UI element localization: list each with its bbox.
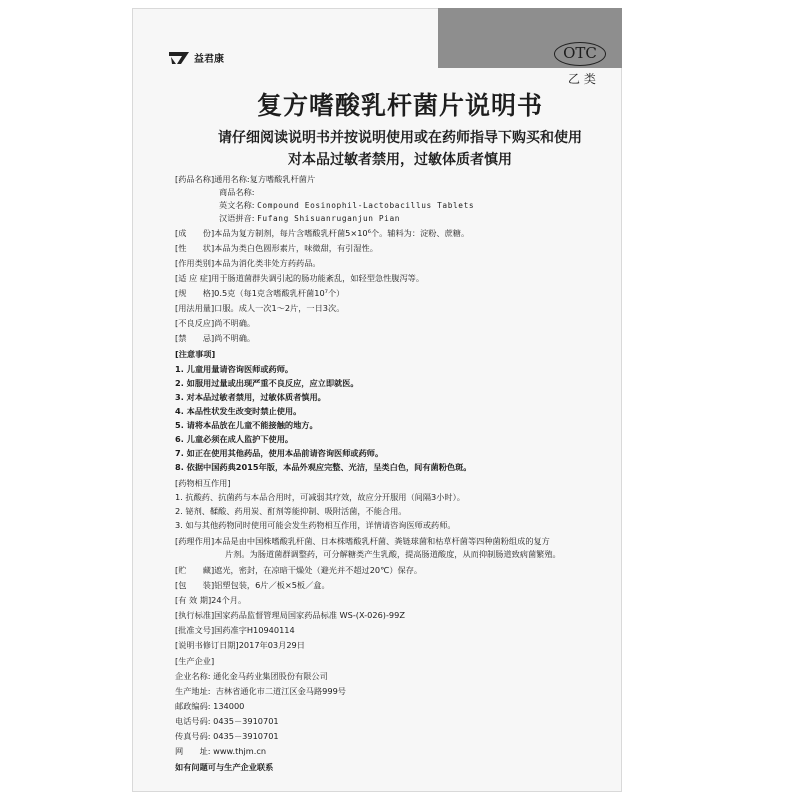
interaction-item: 3. 如与其他药物同时使用可能会发生药物相互作用，详情请咨询医师或药师。: [175, 520, 456, 530]
spec-row: [175, 288, 344, 299]
manufacturer-heading: [生产企业]: [175, 656, 215, 666]
brand-logo: [168, 50, 224, 65]
section-text: 口服。成人一次1～2片，一日3次。: [214, 303, 345, 313]
section-label: [说明书修订日期]: [175, 640, 239, 650]
section-label: [贮 藏]: [175, 565, 215, 575]
section-text: 24个月。: [211, 595, 247, 605]
appearance-row: [175, 243, 378, 254]
section-label: [药理作用]: [175, 536, 215, 546]
notice-item: 5. 请将本品放在儿童不能接触的地方。: [175, 420, 318, 430]
section-text: 2017年03月29日: [238, 640, 305, 650]
field-label: 邮政编码:: [175, 701, 211, 711]
pharmacology-row: [175, 536, 550, 547]
interactions-heading: [药物相互作用]: [175, 478, 231, 488]
section-text: 尚不明确。: [214, 318, 256, 328]
section-text: 本品为类白色圆形素片，味微甜，有引湿性。: [214, 243, 378, 253]
postcode-row: [175, 701, 244, 712]
field-label: 通用名称:: [214, 174, 250, 184]
address-row: [175, 686, 346, 697]
adverse-row: [175, 318, 255, 329]
field-value: 通化金马药业集团股份有限公司: [213, 671, 328, 681]
field-value: 134000: [213, 701, 245, 711]
section-text: 本品是由中国株嗜酸乳杆菌、日本株嗜酸乳杆菌、粪链球菌和枯草杆菌等四种菌粉组成的复方: [214, 536, 550, 546]
field-label: 电话号码:: [175, 716, 211, 726]
trade-name-row: [219, 187, 255, 198]
pharmacology-line-2: 片剂。为肠道菌群调整药，可分解糖类产生乳酸，提高肠道酸度，从而抑制肠道致病菌繁殖。: [225, 549, 561, 559]
section-label: [性 状]: [175, 243, 215, 253]
section-label: [批准文号]: [175, 625, 215, 635]
section-label: [包 装]: [175, 580, 215, 590]
warning-line-2: 对本品过敏者禁用，过敏体质者慎用: [288, 152, 512, 168]
pinyin-row: [219, 213, 400, 224]
package-row: [175, 580, 330, 591]
brand-name: 益君康: [194, 54, 224, 65]
contra-row: [175, 333, 255, 344]
section-label: [作用类别]: [175, 258, 215, 268]
notice-item: 3. 对本品过敏者禁用，过敏体质者慎用。: [175, 392, 326, 402]
indication-row: [175, 273, 424, 284]
drug-name-row: [175, 174, 315, 185]
notice-item: 2. 如服用过量或出现严重不良反应，应立即就医。: [175, 378, 359, 388]
otc-class-label: 乙 类: [568, 72, 596, 86]
section-text: 铝塑包装，6片／板×5板／盒。: [214, 580, 330, 590]
field-label: 生产地址:: [175, 686, 211, 696]
interaction-item: 2. 铋剂、鞣酸、药用炭、酊剂等能抑制、吸附活菌，不能合用。: [175, 506, 407, 516]
revision-row: [175, 640, 305, 651]
warning-line-1: 请仔细阅读说明书并按说明使用或在药师指导下购买和使用: [218, 130, 582, 146]
otc-badge: OTC: [554, 42, 606, 66]
notice-item: 4. 本品性状发生改变时禁止使用。: [175, 406, 302, 416]
section-text: 本品为消化类非处方药药品。: [214, 258, 321, 268]
section-text: 国家药品监督管理局国家药品标准 WS-(X-026)-99Z: [214, 610, 405, 620]
brand-mark-icon: [168, 51, 190, 65]
section-label: [执行标准]: [175, 610, 215, 620]
usage-row: [175, 303, 344, 314]
standard-row: [175, 610, 405, 621]
field-value: Compound Eosinophil-Lactobacillus Tablets: [257, 201, 475, 210]
field-value: 0435－3910701: [213, 716, 279, 726]
field-label: 网 址:: [175, 746, 211, 756]
section-label: [不良反应]: [175, 318, 215, 328]
storage-row: [175, 565, 422, 576]
website-row: [175, 746, 266, 757]
notice-item: 8. 依据中国药典2015年版，本品外观应完整、光洁，呈类白色，间有菌粉色斑。: [175, 462, 472, 472]
field-value: www.thjm.cn: [213, 746, 267, 756]
section-label: [有 效 期]: [175, 595, 212, 605]
leaflet-title: 复方嗜酸乳杆菌片说明书: [256, 91, 543, 120]
fax-row: [175, 731, 279, 742]
section-text: 用于肠道菌群失调引起的肠功能紊乱，如轻型急性腹泻等。: [211, 273, 425, 283]
section-text: 本品为复方制剂，每片含嗜酸乳杆菌5×10⁶个。辅料为：淀粉、蔗糖。: [214, 228, 470, 238]
field-label: 传真号码:: [175, 731, 211, 741]
category-row: [175, 258, 321, 269]
footer-note: 如有问题可与生产企业联系: [175, 762, 274, 772]
company-row: [175, 671, 328, 682]
field-label: 企业名称:: [175, 671, 211, 681]
composition-row: [175, 228, 469, 239]
notice-heading: [注意事项]: [175, 349, 216, 359]
approval-row: [175, 625, 295, 636]
field-label: 英文名称:: [219, 200, 255, 210]
validity-row: [175, 595, 246, 606]
section-text: 尚不明确。: [214, 333, 256, 343]
field-label: 商品名称:: [219, 187, 255, 197]
interaction-item: 1. 抗酸药、抗菌药与本品合用时，可减弱其疗效，故应分开服用（间隔3小时）。: [175, 492, 465, 502]
section-label: [禁 忌]: [175, 333, 215, 343]
field-value: 0435－3910701: [213, 731, 279, 741]
section-label: [成 份]: [175, 228, 215, 238]
section-text: 遮光，密封，在凉暗干燥处（避光并不超过20℃）保存。: [214, 565, 423, 575]
notice-item: 6. 儿童必须在成人监护下使用。: [175, 434, 294, 444]
section-label: [用法用量]: [175, 303, 215, 313]
section-label: [适 应 症]: [175, 273, 212, 283]
field-value: Fufang Shisuanruganjun Pian: [257, 214, 401, 223]
section-label: [药品名称]: [175, 174, 215, 184]
phone-row: [175, 716, 279, 727]
section-text: 国药准字H10940114: [214, 625, 295, 635]
field-value: 复方嗜酸乳杆菌片: [249, 174, 316, 184]
section-label: [规 格]: [175, 288, 215, 298]
field-value: 吉林省通化市二道江区金马路999号: [215, 686, 346, 696]
field-label: 汉语拼音:: [219, 213, 255, 223]
notice-item: 1. 儿童用量请咨询医师或药师。: [175, 364, 294, 374]
notice-item: 7. 如正在使用其他药品，使用本品前请咨询医师或药师。: [175, 448, 384, 458]
english-name-row: [219, 200, 474, 211]
section-text: 0.5克（每1克含嗜酸乳杆菌10⁷个）: [214, 288, 345, 298]
